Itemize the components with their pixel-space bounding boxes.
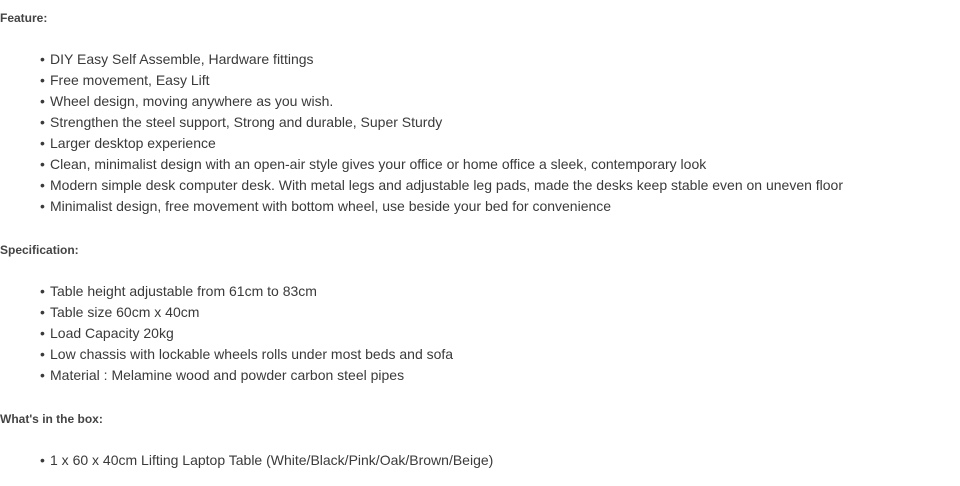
- list-item: • Wheel design, moving anywhere as you wish.: [40, 91, 843, 112]
- list-item: • DIY Easy Self Assemble, Hardware fittings: [40, 49, 843, 70]
- bullet-icon: •: [40, 367, 45, 383]
- feature-heading: Feature:: [0, 11, 48, 25]
- bullet-icon: •: [40, 135, 45, 151]
- bullet-icon: •: [40, 177, 45, 193]
- bullet-icon: •: [40, 72, 45, 88]
- feature-list: [40, 49, 843, 217]
- bullet-icon: •: [40, 198, 45, 214]
- bullet-icon: •: [40, 452, 45, 468]
- bullet-icon: •: [40, 325, 45, 341]
- list-item: • 1 x 60 x 40cm Lifting Laptop Table (White/Black/Pink/Oak/Brown/Beige): [40, 450, 493, 471]
- bullet-icon: •: [40, 346, 45, 362]
- bullet-icon: •: [40, 114, 45, 130]
- list-item: • Material : Melamine wood and powder carbon steel pipes: [40, 365, 453, 386]
- list-item: • Low chassis with lockable wheels rolls under most beds and sofa: [40, 344, 453, 365]
- bullet-icon: •: [40, 51, 45, 67]
- specification-list: [40, 281, 453, 386]
- bullet-icon: •: [40, 283, 45, 299]
- list-item: • Minimalist design, free movement with bottom wheel, use beside your bed for convenience: [40, 196, 843, 217]
- bullet-icon: •: [40, 93, 45, 109]
- list-item: • Table height adjustable from 61cm to 83cm: [40, 281, 453, 302]
- list-item: • Clean, minimalist design with an open-air style gives your office or home office a sleek, contemporary look: [40, 154, 843, 175]
- list-item: • Modern simple desk computer desk. With metal legs and adjustable leg pads, made the desks keep stable even on uneven floor: [40, 175, 843, 196]
- list-item: • Load Capacity 20kg: [40, 323, 453, 344]
- list-item: • Larger desktop experience: [40, 133, 843, 154]
- box-contents-list: [40, 450, 493, 471]
- list-item: • Free movement, Easy Lift: [40, 70, 843, 91]
- bullet-icon: •: [40, 304, 45, 320]
- box-contents-heading: What's in the box:: [0, 412, 103, 426]
- bullet-icon: •: [40, 156, 45, 172]
- specification-heading: Specification:: [0, 243, 79, 257]
- list-item: • Table size 60cm x 40cm: [40, 302, 453, 323]
- list-item: • Strengthen the steel support, Strong and durable, Super Sturdy: [40, 112, 843, 133]
